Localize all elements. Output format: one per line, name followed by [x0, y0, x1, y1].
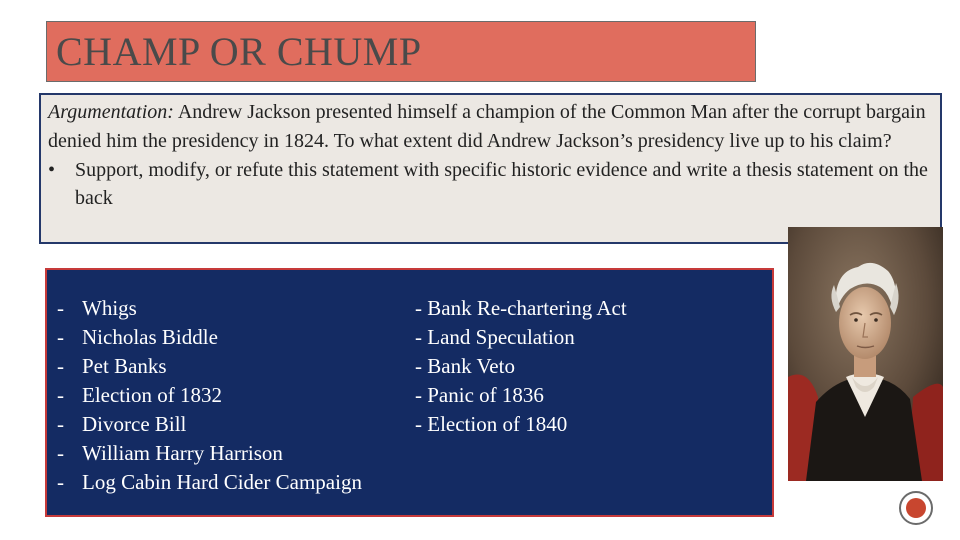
terms-left-column	[57, 294, 362, 497]
term-text: Election of 1832	[82, 383, 222, 407]
dash-marker: -	[57, 383, 64, 407]
prompt-paragraph	[48, 98, 932, 156]
term-text: Whigs	[82, 296, 137, 320]
portrait-image	[788, 227, 943, 481]
dash-marker: -	[415, 325, 422, 349]
list-item	[415, 294, 627, 323]
bullet-icon: •	[48, 158, 56, 181]
dash-marker: -	[415, 296, 422, 320]
andrew-jackson-portrait	[788, 227, 943, 481]
list-item	[415, 381, 627, 410]
list-item	[415, 352, 627, 381]
list-item	[415, 410, 627, 439]
term-text: Panic of 1836	[427, 383, 544, 407]
list-item	[57, 439, 362, 468]
list-item	[415, 323, 627, 352]
list-item	[57, 381, 362, 410]
dash-marker: -	[57, 412, 64, 436]
term-text: Election of 1840	[427, 412, 568, 436]
dash-marker: -	[57, 354, 64, 378]
term-text: Land Speculation	[427, 325, 575, 349]
prompt-body: Andrew Jackson presented himself a champion of the Common Man after the corrupt bargain denied him the presidency in 1824. To what extent did Andrew Jackson’s presidency live up to his claim?	[48, 101, 926, 152]
prompt-lead: Argumentation:	[48, 101, 174, 123]
term-text: William Harry Harrison	[82, 441, 283, 465]
list-item	[57, 410, 362, 439]
terms-right-column	[415, 294, 627, 439]
dash-marker: -	[415, 412, 422, 436]
dash-marker: -	[57, 296, 64, 320]
prompt-bullet	[48, 156, 932, 214]
dash-marker: -	[415, 383, 422, 407]
list-item	[57, 294, 362, 323]
term-text: Bank Veto	[427, 354, 515, 378]
dash-marker: -	[57, 325, 64, 349]
term-text: Pet Banks	[82, 354, 167, 378]
dash-marker: -	[415, 354, 422, 378]
term-text: Log Cabin Hard Cider Campaign	[82, 470, 362, 494]
title-banner	[46, 21, 756, 82]
terms-panel	[45, 268, 774, 517]
list-item	[57, 352, 362, 381]
argumentation-prompt	[39, 93, 942, 244]
prompt-bullet-text: Support, modify, or refute this statement with specific historic evidence and write a thesis statement on the back	[75, 158, 928, 210]
dash-marker: -	[57, 441, 64, 465]
slide-logo-icon	[899, 491, 933, 525]
list-item	[57, 468, 362, 497]
term-text: Nicholas Biddle	[82, 325, 218, 349]
dash-marker: -	[57, 470, 64, 494]
slide-title: CHAMP OR CHUMP	[56, 29, 422, 74]
term-text: Divorce Bill	[82, 412, 187, 436]
term-text: Bank Re-chartering Act	[427, 296, 627, 320]
list-item	[57, 323, 362, 352]
